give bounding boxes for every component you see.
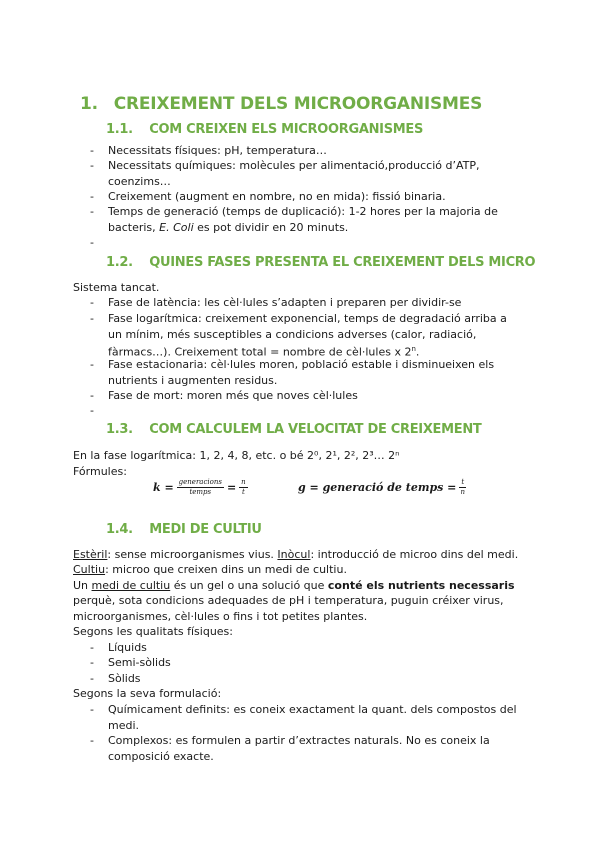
paragraph: Segons la seva formulació: <box>73 687 222 700</box>
heading-1-2 <box>106 255 535 270</box>
heading-1-1 <box>106 122 423 137</box>
paragraph: microorganismes, cèl·lules o fins i tot petites plantes. <box>73 610 368 623</box>
list-item: - Complexos: es formulen a partir d’extractes naturals. No es coneix la composició exacte. <box>90 734 490 763</box>
heading-1 <box>80 94 482 114</box>
heading-1-3-title: COM CALCULEM LA VELOCITAT DE CREIXEMENT <box>149 422 482 437</box>
paragraph: perquè, sota condicions adequades de pH i temperatura, puguin créixer virus, <box>73 594 504 607</box>
list-item: - Fase estacionaria: cèl·lules moren, població estable i disminueixen els nutrients i augmenten residus. <box>90 358 495 387</box>
heading-1-4 <box>106 522 262 537</box>
list-item: - Químicament definits: es coneix exactament la quant. dels compostos del medi. <box>90 703 517 732</box>
list-item: - Necessitats físiques: pH, temperatura… <box>90 144 327 157</box>
paragraph: Un medi de cultiu és un gel o una solució que conté els nutrients necessaris <box>73 579 515 592</box>
heading-1-4-title: MEDI DE CULTIU <box>149 522 262 537</box>
list-item: - Creixement (augment en nombre, no en mida): fissió binaria. <box>90 190 446 203</box>
list-item: - Temps de generació (temps de duplicació): 1-2 hores per la majoria de bacteris, E. Coli es pot dividir en 20 minuts. <box>90 205 498 234</box>
heading-1-number: 1. <box>80 94 98 114</box>
formula-k: k = $\frac{\text{generacions}}{\text{temps}}$ = $\frac{n}{t}$ <box>153 478 246 496</box>
list-item: - Sòlids <box>90 672 141 685</box>
paragraph: Cultiu: microo que creixen dins un medi de cultiu. <box>73 563 347 576</box>
heading-1-3-number: 1.3. <box>106 422 133 437</box>
heading-1-2-number: 1.2. <box>106 255 133 270</box>
paragraph: Estèril: sense microorganismes vius. Inòcul: introducció de microo dins del medi. <box>73 548 519 561</box>
paragraph: En la fase logarítmica: 1, 2, 4, 8, etc. o bé 2⁰, 2¹, 2², 2³… 2ⁿ <box>73 449 400 462</box>
list-item: - Semi-sòlids <box>90 656 171 669</box>
formula-g: g = generació de temps = $\frac{t}{n}$ <box>298 478 466 496</box>
list-item: - Fase de latència: les cèl·lules s’adapten i preparen per dividir-se <box>90 296 462 309</box>
list-item: - Líquids <box>90 641 147 654</box>
heading-1-1-number: 1.1. <box>106 122 133 137</box>
heading-1-4-number: 1.4. <box>106 522 133 537</box>
heading-1-2-title: QUINES FASES PRESENTA EL CREIXEMENT DELS MICRO <box>149 255 536 270</box>
list-item: - Fase de mort: moren més que noves cèl·lules <box>90 389 358 402</box>
paragraph: Sistema tancat. <box>73 281 160 294</box>
heading-1-1-title: COM CREIXEN ELS MICROORGANISMES <box>149 122 424 137</box>
document-page: 1. CREIXEMENT DELS MICROORGANISMES 1.1. COM CREIXEN ELS MICROORGANISMES - Necessitats físiques: pH, temperatura… - Necessitats químiques: molècules per alimentació,producció d’ATP, coenzims… - Creixement (augment en nombre, no en mida): fissió binaria. - Temps de generació (temps de duplicació): 1-2 hores per la majoria de bacteris, E. Coli es pot dividir en 20 minuts. - 1.2. QUINES FASES PRESENTA EL CREIXEMENT DELS MICRO Sistema tancat. - Fase de latència: les cèl·lules s’adapten i preparen per dividir-se - Fase logarítmica: creixement exponencial, temps de degradació arriba a un mínim, més susceptibles a condicions adverses (calor, radiació, fàrmacs…). Creixement total = nombre de cèl·lules x 2$^n$. - Fase estacionaria: cèl·lules moren, població estable i disminueixen els nutrients i augmenten residus. - Fase de mort: moren més que noves cèl·lules - 1.3. COM CALCULEM LA VELOCITAT DE CREIXEMENT En la fase logarítmica: 1, 2, 4, 8, etc. o bé 2⁰, 2¹, 2², 2³… 2ⁿ Fórmules: k = $\frac{\text{generacions}}{\text{temps}}$ = $\frac{n}{t}$ g = generació de temps = $\frac{t}{n}$ 1.4. MEDI DE CULTIU Estèril: sense microorganismes vius. Inòcul: introducció de microo dins del medi. Cultiu: microo que creixen dins un medi de cultiu. Un medi de cultiu és un gel o una solució que conté els nutrients necessaris perquè, sota condicions adequades de pH i temperatura, puguin créixer virus, microorganismes, cèl·lules o fins i tot petites plantes. Segons les qualitats físiques: - Líquids - Semi-sòlids - Sòlids Segons la seva formulació: - Químicament definits: es coneix exactament la quant. dels compostos del medi. - Complexos: es formulen a partir d’extractes naturals. No es coneix la composició exacte. <box>73 94 536 763</box>
heading-1-title: CREIXEMENT DELS MICROORGANISMES <box>113 94 483 114</box>
list-item: - Necessitats químiques: molècules per alimentació,producció d’ATP, coenzims… <box>90 159 480 188</box>
list-item: - Fase logarítmica: creixement exponencial, temps de degradació arriba a un mínim, més susceptibles a condicions adverses (calor, radiació, fàrmacs…). Creixement total = nombre de cèl·lules x 2$^n$. <box>90 312 507 359</box>
heading-1-3 <box>106 422 482 437</box>
paragraph: Segons les qualitats físiques: <box>73 625 233 638</box>
species-name: E. Coli <box>159 220 194 234</box>
paragraph: Fórmules: <box>73 465 127 478</box>
